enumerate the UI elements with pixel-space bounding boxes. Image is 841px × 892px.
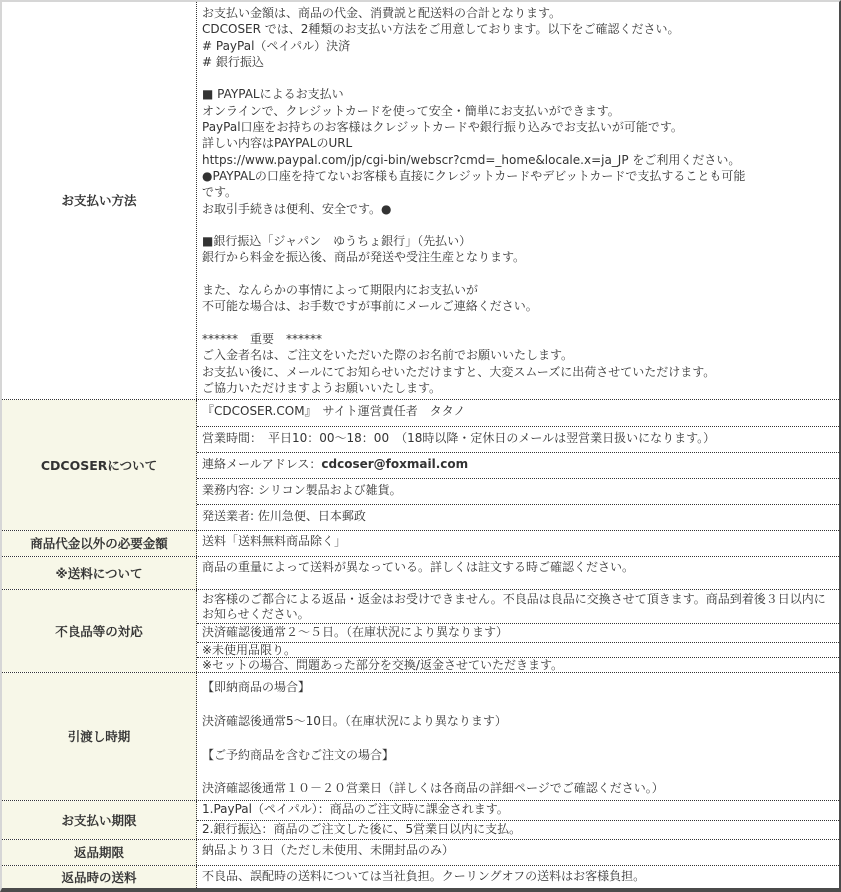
text-line xyxy=(202,70,835,86)
row-extra-fees xyxy=(2,530,839,556)
text-line xyxy=(202,217,835,233)
text-line: 【即納商品の場合】 xyxy=(202,680,311,694)
text-line: 【ご予約商品を含むご注文の場合】 xyxy=(202,747,395,762)
text-line: # PayPal（ペイパル）決済 xyxy=(202,38,351,53)
about-business-hours: 営業時間： 平日10：00～18：00 （18時以降・定休日のメールは翌営業日扱いになります。） xyxy=(197,426,839,452)
row-header-shipping-note: ※送料について xyxy=(2,557,197,589)
text-line: ご入金者名は、ご注文をいただいた際のお名前でお願いいたします。 xyxy=(202,348,574,363)
text-line: ●PAYPALの口座を持てないお客様も直接にクレジットカードやデビットカードで支払することも可能 xyxy=(202,168,746,183)
row-header-about-cdcoser: CDCOSERについて xyxy=(2,400,197,530)
shipping-note-content: 商品の重量によって送料が異なっている。詳しくは註文する時ご確認ください。 xyxy=(202,560,635,574)
text-line: 銀行から料金を振込後、商品が発送や受注生産となります。 xyxy=(202,250,526,265)
row-header-extra-fees: 商品代金以外の必要金額 xyxy=(2,531,197,556)
text-line: CDCOSER では、2種類のお支払い方法をご用意しております。以下をご確認ください。 xyxy=(202,22,680,37)
defective-items-content xyxy=(197,590,839,672)
text-line xyxy=(202,730,835,747)
about-contact-email-row xyxy=(197,452,839,478)
text-line: お支払い金額は、商品の代金、消費説と配送料の合計となります。 xyxy=(202,6,562,20)
row-header-payment-method: お支払い方法 xyxy=(2,2,197,399)
payment-method-content xyxy=(197,2,839,399)
text-line: ■ PAYPALによるお支払い xyxy=(202,87,344,102)
text-line xyxy=(202,696,835,713)
defective-policy: お客様のご都合による返品・返金はお受けできません。不良品は良品に交換させて頂きます。商品到着後３日以内にお知らせください。 xyxy=(202,592,826,621)
delivery-time-content xyxy=(197,673,839,800)
text-line: オンラインで、クレジットカードを使って安全・簡単にお支払いができます。 xyxy=(202,103,620,118)
about-site-owner: 『CDCOSER.COM』 サイト運営責任者 タタノ xyxy=(202,404,466,418)
row-payment-method xyxy=(2,2,839,399)
text-line: 詳しい内容はPAYPALのURL xyxy=(202,136,353,151)
defective-set-policy: ※セットの場合、問題あった部分を交換/返金させていただきます。 xyxy=(197,657,839,672)
row-delivery-time xyxy=(2,672,839,800)
about-shipping-carrier: 発送業者: 佐川急便、日本郵政 xyxy=(197,504,839,530)
text-line: PayPal口座をお持ちのお客様はクレジットカードや銀行振り込みでお支払いが可能です。 xyxy=(202,120,683,135)
text-line xyxy=(202,764,835,781)
payment-deadline-bank: 2.銀行振込：商品のご注文した後に、5営業日以内に支払。 xyxy=(197,820,839,839)
defective-unused-only: ※未使用品限り。 xyxy=(197,642,839,657)
text-line xyxy=(202,315,835,331)
row-defective-items xyxy=(2,589,839,672)
text-line: https://www.paypal.com/jp/cgi-bin/webscr?cmd=_home&locale.x=ja_JP をご利用ください。 xyxy=(202,152,741,167)
text-line: です。 xyxy=(202,185,238,200)
about-cdcoser-content xyxy=(197,400,839,530)
row-return-shipping xyxy=(2,865,839,888)
return-deadline-content: 納品より３日（ただし未使用、未開封品のみ） xyxy=(202,843,455,857)
text-line: # 銀行振込 xyxy=(202,54,264,69)
row-return-deadline xyxy=(2,839,839,865)
text-line: ■銀行振込「ジャパン ゆうちょ銀行」（先払い） xyxy=(202,234,472,249)
about-business-content: 業務内容: シリコン製品および雑貨。 xyxy=(197,478,839,504)
text-line: また、なんらかの事情によって期限内にお支払いが xyxy=(202,283,479,298)
row-header-delivery-time: 引渡し時期 xyxy=(2,673,197,800)
text-line: お支払い後に、メールにてお知らせいただけますと、大変スムーズに出荷させていただけます。 xyxy=(202,364,716,379)
row-header-payment-deadline: お支払い期限 xyxy=(2,801,197,839)
row-about-cdcoser xyxy=(2,399,839,530)
return-shipping-content: 不良品、誤配時の送料については当社負担。クーリングオフの送料はお客様負担。 xyxy=(202,869,646,883)
contact-email: cdcoser@foxmail.com xyxy=(321,457,469,471)
payment-deadline-paypal: 1.PayPal（ペイパル）：商品のご注文時に課金されます。 xyxy=(202,802,509,816)
text-line: ****** 重要 ****** xyxy=(202,331,323,346)
row-shipping-note xyxy=(2,556,839,589)
row-header-defective-items: 不良品等の対応 xyxy=(2,590,197,672)
row-header-return-shipping: 返品時の送料 xyxy=(2,866,197,888)
text-line: 決済確認後通常5～10日。（在庫状況により異なります） xyxy=(202,713,507,728)
extra-fees-content: 送料「送料無料商品除く」 xyxy=(202,534,347,548)
text-line: 不可能な場合は、お手数ですが事前にメールご連絡ください。 xyxy=(202,299,538,314)
row-payment-deadline xyxy=(2,800,839,839)
text-line: お取引手続きは便利、安全です。● xyxy=(202,201,392,216)
text-line: ご協力いただけますようお願いいたします。 xyxy=(202,380,442,395)
row-header-return-deadline: 返品期限 xyxy=(2,840,197,865)
contact-email-label: 連絡メールアドレス： xyxy=(202,457,322,471)
payment-deadline-content xyxy=(197,801,839,839)
defective-processing-time: 決済確認後通常２～５日。（在庫状況により異なります） xyxy=(197,623,839,642)
text-line xyxy=(202,266,835,282)
text-line: 決済確認後通常１０－２０営業日（詳しくは各商品の詳細ページでご確認ください。） xyxy=(202,781,664,796)
